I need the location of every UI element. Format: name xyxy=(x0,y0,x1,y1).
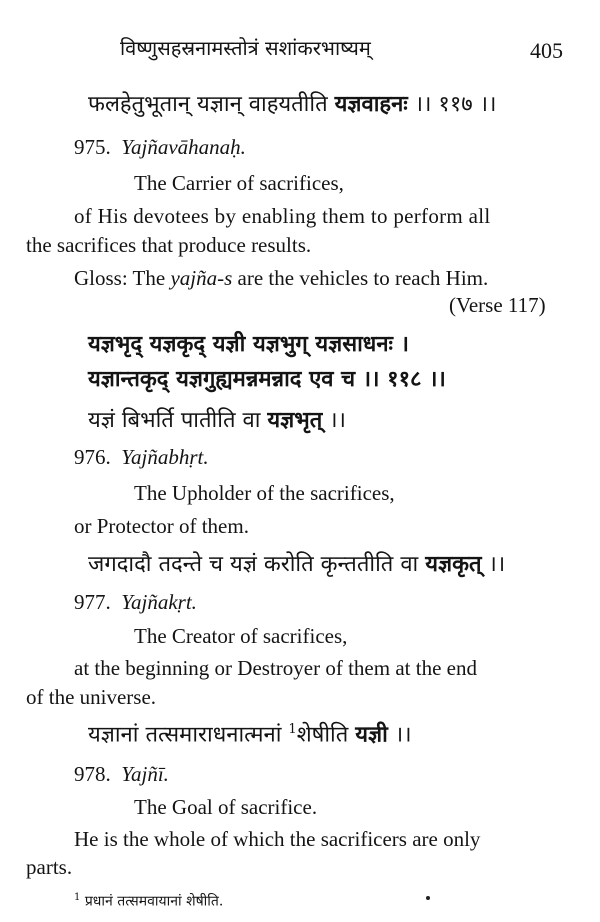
verse-mark: ।। xyxy=(322,408,346,433)
entry-977-para-line2: of the universe. xyxy=(26,685,157,709)
sanskrit-commentary-976 xyxy=(88,409,346,432)
entry-976-heading xyxy=(74,447,209,468)
entry-975-para-line1: of His devotees by enabling them to perform all xyxy=(74,204,491,228)
entry-name: Yajñī. xyxy=(121,762,169,786)
verse-reference: (Verse 117) xyxy=(449,293,546,317)
entry-976-definition: The Upholder of the sacrifices, xyxy=(134,481,395,505)
page-number: 405 xyxy=(530,38,563,63)
footnote-ref: 1 xyxy=(288,722,297,737)
entry-978-heading xyxy=(74,764,169,785)
entry-number: 975. xyxy=(74,135,111,159)
verse-mark: ।। xyxy=(387,722,412,748)
verse-118-line1: यज्ञभृद् यज्ञकृद् यज्ञी यज्ञभुग् यज्ञसाधनः । xyxy=(88,331,409,357)
sanskrit-text: यज्ञं बिभर्ति पातीति वा xyxy=(88,408,268,433)
verse-mark: ।। ११७ ।। xyxy=(407,92,497,117)
gloss-term: yajña-s xyxy=(170,266,233,290)
ink-dot xyxy=(426,896,430,900)
entry-number: 977. xyxy=(74,590,111,614)
sanskrit-commentary-117 xyxy=(88,93,496,116)
sanskrit-text: यज्ञानां तत्समाराधनात्मनां xyxy=(88,722,289,748)
footnote-mark: 1 xyxy=(74,892,81,903)
gloss-line xyxy=(74,268,488,289)
sanskrit-text: फलहेतुभूतान् यज्ञान् वाहयतीति xyxy=(88,92,335,117)
entry-978-para-line2: parts. xyxy=(26,855,73,879)
entry-name: Yajñavāhanaḥ. xyxy=(121,135,246,159)
footnote-text: प्रधानं तत्समवायानां शेषीति. xyxy=(80,893,224,910)
running-header-title: विष्णुसहस्रनामस्तोत्रं सशांकरभाष्यम् xyxy=(120,36,371,60)
entry-978-para-line1: He is the whole of which the sacrificers are only xyxy=(74,827,481,851)
sanskrit-text: शेषीति xyxy=(296,722,356,748)
entry-name: Yajñabhṛt. xyxy=(121,445,209,469)
entry-number: 978. xyxy=(74,762,111,786)
entry-977-para-line1: at the beginning or Destroyer of them at the end xyxy=(74,656,477,680)
entry-number: 976. xyxy=(74,445,111,469)
entry-978-definition: The Goal of sacrifice. xyxy=(134,795,318,819)
entry-977-heading xyxy=(74,592,197,613)
entry-975-para-line2: the sacrifices that produce results. xyxy=(26,233,312,257)
entry-975-heading xyxy=(74,137,246,158)
sanskrit-keyword: यज्ञवाहनः xyxy=(334,91,408,117)
entry-975-definition: The Carrier of sacrifices, xyxy=(134,171,344,195)
gloss-text: are the vehicles to reach Him. xyxy=(232,266,489,290)
sanskrit-commentary-977 xyxy=(88,553,505,576)
sanskrit-text: जगदादौ तदन्ते च यज्ञं करोति कृन्ततीति वा xyxy=(88,552,426,577)
entry-name: Yajñakṛt. xyxy=(121,590,197,614)
entry-977-definition: The Creator of sacrifices, xyxy=(134,624,348,648)
sanskrit-keyword: यज्ञभृत् xyxy=(267,407,323,433)
gloss-label: Gloss: The xyxy=(74,266,171,290)
sanskrit-commentary-978 xyxy=(88,723,412,746)
footnote xyxy=(74,893,223,909)
verse-mark: ।। xyxy=(481,552,506,577)
entry-976-para-line1: or Protector of them. xyxy=(74,514,249,538)
verse-118-line2: यज्ञान्तकृद् यज्ञगुह्यमन्नमन्नाद एव च ।। ११८ ।। xyxy=(88,366,446,392)
sanskrit-keyword: यज्ञकृत् xyxy=(425,551,482,577)
sanskrit-keyword: यज्ञी xyxy=(355,721,388,748)
